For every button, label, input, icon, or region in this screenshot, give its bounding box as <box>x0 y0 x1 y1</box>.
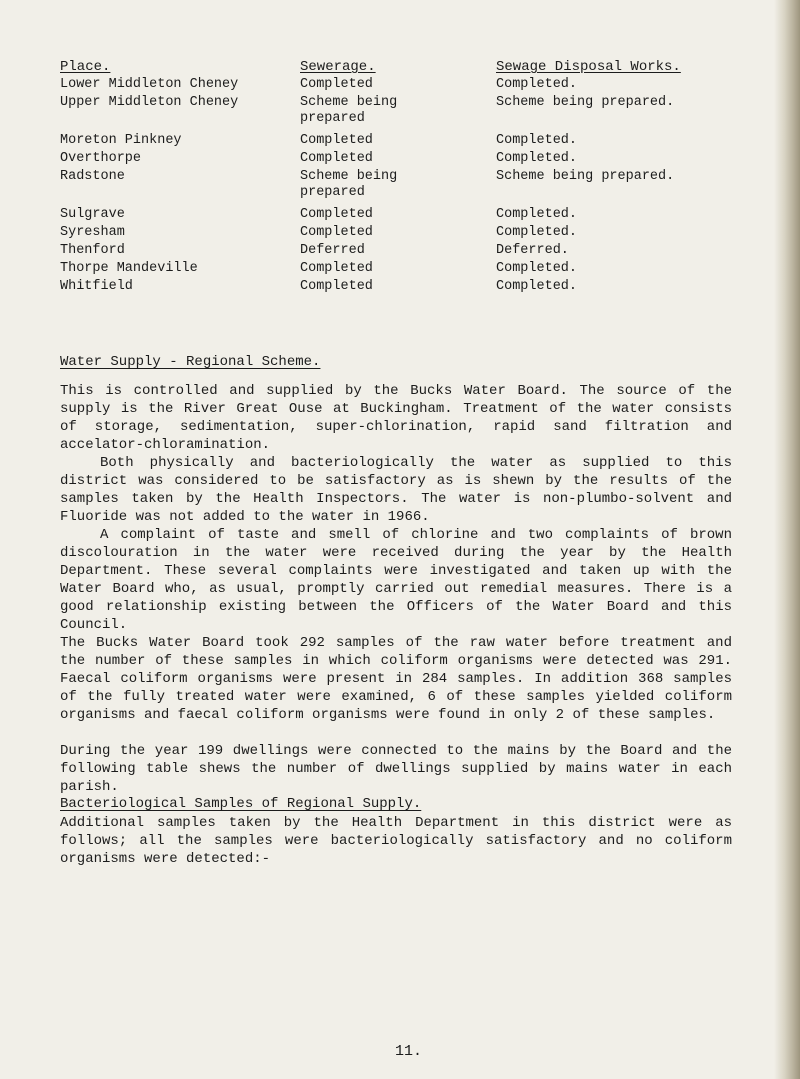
table-row-disposal: Completed. <box>496 133 578 148</box>
table-row-place: Overthorpe <box>60 151 142 166</box>
table-row-place: Thorpe Mandeville <box>60 261 198 276</box>
table-row-place: Syresham <box>60 225 125 240</box>
header-sewerage: Sewerage. <box>300 59 376 75</box>
table-row-sewerage: Completed <box>300 279 373 294</box>
table-row-place: Thenford <box>60 243 125 258</box>
table-row-disposal: Completed. <box>496 225 578 240</box>
table-row-sewerage: Completed <box>300 225 373 240</box>
paragraph-quality: Both physically and bacteriologically the water as supplied to this district was considered to be satisfactory as is shewn by the results of the samples taken by the Health Inspectors. The water is non-plumbo-solvent and Fluoride was not added to the water in 1966. <box>60 455 732 525</box>
table-row-disposal: Scheme being prepared. <box>496 169 675 184</box>
table-row-place: Radstone <box>60 169 125 184</box>
header-place: Place. <box>60 59 111 75</box>
table-row-place: Upper Middleton Cheney <box>60 95 239 110</box>
paragraph-dwellings: During the year 199 dwellings were connected to the mains by the Board and the following table shews the number of dwellings supplied by mains water in each parish. <box>60 743 732 795</box>
table-row-place: Lower Middleton Cheney <box>60 77 239 92</box>
table-row-disposal: Completed. <box>496 151 578 166</box>
paragraph-bacteriological: Additional samples taken by the Health Department in this district were as follows; all the samples were bacteriologically satisfactory and no coliform organisms were detected:- <box>60 815 732 867</box>
table-row-disposal: Deferred. <box>496 243 569 258</box>
table-row-disposal: Completed. <box>496 77 578 92</box>
table-row-place: Sulgrave <box>60 207 125 222</box>
paragraph-samples: The Bucks Water Board took 292 samples of the raw water before treatment and the number of these samples in which coliform organisms were detected was 291. Faecal coliform organisms were present in 284 samples. In addition 368 samples of the fully treated water were examined, 6 of these samples yielded coliform organisms and faecal coliform organisms were found in only 2 of these samples. <box>60 635 732 723</box>
table-row-sewerage: Completed <box>300 261 373 276</box>
table-row-place: Moreton Pinkney <box>60 133 182 148</box>
table-row-sewerage: Scheme being prepared <box>300 95 398 126</box>
table-row-sewerage: Completed <box>300 207 373 222</box>
table-row-sewerage: Scheme being prepared <box>300 169 398 200</box>
page-number: 11. <box>395 1043 423 1060</box>
water-supply-heading: Water Supply - Regional Scheme. <box>60 354 321 370</box>
paragraph-complaints: A complaint of taste and smell of chlorine and two complaints of brown discolouration in the water were received during the year by the Health Department. These several complaints were investigated and taken up with the Water Board who, as usual, promptly carried out remedial measures. There is a good relationship existing between the Officers of the Water Board and this Council. <box>60 527 732 633</box>
table-row-disposal: Completed. <box>496 279 578 294</box>
table-row-place: Whitfield <box>60 279 133 294</box>
table-row-disposal: Completed. <box>496 207 578 222</box>
header-disposal: Sewage Disposal Works. <box>496 59 681 75</box>
bacteriological-heading: Bacteriological Samples of Regional Supply. <box>60 796 422 812</box>
table-row-sewerage: Completed <box>300 77 373 92</box>
table-row-sewerage: Completed <box>300 151 373 166</box>
table-row-sewerage: Deferred <box>300 243 365 258</box>
page-edge-shadow <box>774 0 800 1079</box>
table-row-sewerage: Completed <box>300 133 373 148</box>
table-row-disposal: Scheme being prepared. <box>496 95 675 110</box>
table-row-disposal: Completed. <box>496 261 578 276</box>
paragraph-source: This is controlled and supplied by the Bucks Water Board. The source of the supply is the River Great Ouse at Buckingham. Treatment of the water consists of storage, sedimentation, super-chlorination, rapid sand filtration and accelator-chloramination. <box>60 383 732 453</box>
